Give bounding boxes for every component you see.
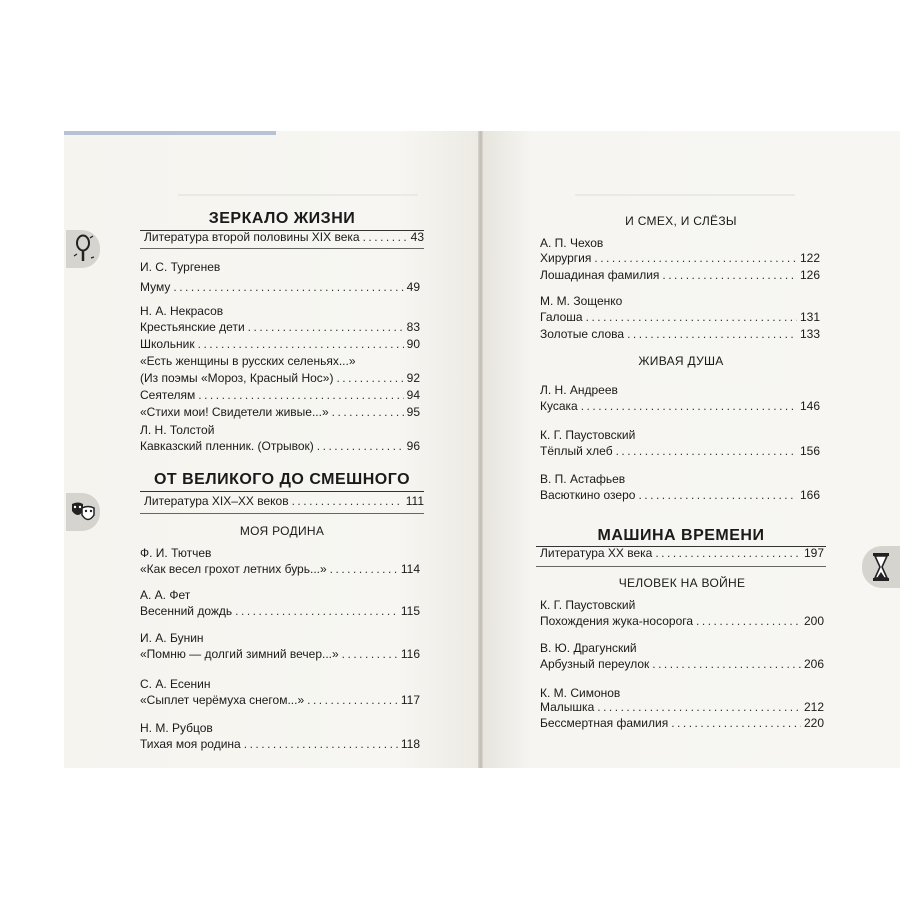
leader-dots (597, 700, 801, 714)
entry-page: 126 (799, 268, 820, 282)
entry-title: Хирургия (540, 251, 592, 265)
entry-title: Похождения жука-носорога (540, 614, 694, 628)
entry-title: Тихая моя родина (140, 737, 241, 751)
entry-page: 114 (400, 562, 420, 576)
entry-page: 122 (799, 251, 820, 265)
section-mirror (140, 210, 424, 228)
author-name: А. А. Фет (140, 588, 191, 602)
leader-dots (235, 604, 398, 618)
entry-page: 156 (799, 444, 820, 458)
mirror-icon (66, 230, 100, 268)
section-intro (540, 546, 824, 562)
entry-page: 111 (405, 494, 424, 508)
entry-page: 117 (400, 693, 420, 707)
entry-page: 146 (799, 399, 820, 413)
entry-page: 115 (400, 604, 420, 618)
author-name: К. Г. Паустовский (540, 428, 636, 442)
subsection (540, 576, 824, 590)
leader-dots (317, 439, 404, 453)
author-block (540, 236, 820, 284)
entry-title: Весенний дождь (140, 604, 233, 618)
leader-dots (307, 693, 398, 707)
bleed-through-mark (575, 172, 795, 196)
entry-page: 200 (803, 614, 824, 628)
toc-entry[interactable] (540, 327, 820, 343)
toc-entry[interactable] (540, 251, 820, 267)
intro-divider (140, 248, 424, 249)
subsection-title: МОЯ РОДИНА (239, 524, 325, 538)
subsection (540, 214, 822, 228)
author-block (140, 546, 420, 578)
author-name: А. П. Чехов (540, 236, 604, 250)
leader-dots (198, 388, 403, 402)
toc-entry[interactable] (540, 488, 820, 504)
author-block (140, 721, 420, 753)
leader-dots (652, 657, 801, 671)
author-name: Н. А. Некрасов (140, 304, 224, 318)
toc-entry[interactable] (140, 354, 420, 370)
entry-title: Золотые слова (540, 327, 625, 341)
entry-title: «Помню — долгий зимний вечер...» (140, 647, 339, 661)
toc-entry[interactable] (540, 716, 824, 732)
entry-title: «Стихи мои! Свидетели живые...» (140, 405, 329, 419)
toc-entry[interactable] (140, 562, 420, 578)
toc-entry[interactable] (140, 647, 420, 663)
leader-dots (696, 614, 801, 628)
entry-title: Муму (140, 280, 171, 294)
author-block (140, 631, 420, 663)
entry-page: 212 (803, 700, 824, 714)
author-name: М. М. Зощенко (540, 294, 623, 308)
author-name: С. А. Есенин (140, 677, 211, 691)
blue-edge-strip (64, 131, 276, 135)
author-name: Н. М. Рубцов (140, 721, 213, 735)
author-block (140, 304, 420, 421)
entry-page: 166 (799, 488, 820, 502)
entry-title: «Есть женщины в русских селеньях...» (140, 354, 356, 368)
entry-page: 90 (406, 337, 420, 351)
leader-dots (198, 337, 404, 351)
author-name: Л. Н. Толстой (140, 423, 215, 437)
toc-entry[interactable] (540, 310, 820, 326)
author-block (540, 383, 820, 415)
leader-dots (173, 280, 403, 294)
toc-entry[interactable] (540, 444, 820, 460)
toc-entry[interactable] (540, 657, 824, 673)
toc-entry[interactable] (140, 405, 420, 421)
entry-title: Арбузный переулок (540, 657, 650, 671)
leader-dots (594, 251, 797, 265)
section-intro (144, 494, 424, 510)
toc-entry[interactable] (540, 700, 824, 716)
entry-title: «Сыплет черёмуха снегом...» (140, 693, 305, 707)
subsection-title: ЖИВАЯ ДУША (638, 354, 724, 368)
author-block (540, 641, 824, 673)
toc-entry[interactable] (540, 399, 820, 415)
entry-title: «Как весел грохот летних бурь...» (140, 562, 327, 576)
leader-dots (586, 310, 797, 324)
subsection (140, 524, 424, 538)
leader-dots (616, 444, 797, 458)
toc-entry[interactable] (144, 230, 424, 246)
author-name: К. М. Симонов (540, 686, 621, 700)
entry-page: 206 (803, 657, 824, 671)
leader-dots (671, 716, 801, 730)
leader-dots (655, 546, 801, 560)
leader-dots (662, 268, 797, 282)
author-block (140, 260, 420, 296)
toc-entry[interactable] (540, 268, 820, 284)
author-block (140, 423, 420, 455)
entry-page: 95 (406, 405, 420, 419)
section-funny (140, 471, 424, 489)
leader-dots (342, 647, 398, 661)
toc-entry[interactable] (144, 494, 424, 510)
entry-title: Лошадиная фамилия (540, 268, 660, 282)
author-name: К. Г. Паустовский (540, 598, 636, 612)
author-block (140, 677, 420, 709)
leader-dots (292, 494, 403, 508)
entry-title: Галоша (540, 310, 583, 324)
bleed-through-mark (178, 172, 418, 196)
author-name: Ф. И. Тютчев (140, 546, 212, 560)
toc-entry[interactable] (140, 337, 420, 353)
entry-title: Кусака (540, 399, 578, 413)
entry-page: 83 (406, 320, 420, 334)
entry-page: 116 (400, 647, 420, 661)
toc-entry[interactable] (140, 320, 420, 336)
leader-dots (248, 320, 404, 334)
author-name: Л. Н. Андреев (540, 383, 618, 397)
author-block (140, 588, 420, 620)
entry-page: 92 (406, 371, 420, 385)
subsection-title: И СМЕХ, И СЛЁЗЫ (625, 214, 737, 228)
entry-title: Васюткино озеро (540, 488, 636, 502)
intro-divider (140, 513, 424, 514)
section-time (536, 527, 826, 545)
entry-page: 94 (406, 388, 420, 402)
entry-page: 220 (803, 716, 824, 730)
author-name: И. С. Тургенев (140, 260, 221, 274)
toc-entry[interactable] (140, 693, 420, 709)
entry-page: 96 (406, 439, 420, 453)
entry-title: (Из поэмы «Мороз, Красный Нос») (140, 371, 334, 385)
entry-title: Тёплый хлеб (540, 444, 613, 458)
entry-title: Литература XX века (540, 546, 653, 560)
theatre-masks-icon (66, 493, 100, 531)
subsection-title: ЧЕЛОВЕК НА ВОЙНЕ (618, 576, 746, 590)
leader-dots (638, 488, 797, 502)
entry-page: 133 (799, 327, 820, 341)
toc-entry[interactable] (140, 737, 420, 753)
entry-title: Бессмертная фамилия (540, 716, 669, 730)
entry-title: Литература второй половины XIX века (144, 230, 360, 244)
toc-entry[interactable] (540, 614, 824, 630)
entry-title: Сеятелям (140, 388, 196, 402)
entry-page: 49 (406, 280, 420, 294)
entry-title: Крестьянские дети (140, 320, 245, 334)
entry-page: 131 (799, 310, 820, 324)
leader-dots (363, 230, 408, 244)
author-name: В. П. Астафьев (540, 472, 626, 486)
toc-entry[interactable] (140, 371, 420, 387)
author-name: В. Ю. Драгунский (540, 641, 637, 655)
author-block (540, 686, 824, 732)
author-block (540, 294, 820, 343)
section-title: ЗЕРКАЛО ЖИЗНИ (208, 210, 356, 227)
subsection (540, 354, 822, 368)
leader-dots (332, 405, 404, 419)
toc-entry[interactable] (540, 546, 824, 562)
section-title: ОТ ВЕЛИКОГО ДО СМЕШНОГО (153, 471, 411, 488)
hourglass-icon (862, 546, 900, 588)
section-title: МАШИНА ВРЕМЕНИ (597, 527, 765, 544)
entry-title: Литература XIX–XX веков (144, 494, 289, 508)
author-block (540, 598, 824, 630)
entry-title: Школьник (140, 337, 195, 351)
entry-page: 118 (400, 737, 420, 751)
author-block (540, 428, 820, 460)
section-divider (140, 491, 424, 492)
toc-entry[interactable] (140, 388, 420, 404)
leader-dots (581, 399, 797, 413)
author-name: И. А. Бунин (140, 631, 204, 645)
entry-title: Кавказский пленник. (Отрывок) (140, 439, 314, 453)
leader-dots (627, 327, 797, 341)
entry-page: 43 (410, 230, 424, 244)
leader-dots (244, 737, 398, 751)
toc-entry[interactable] (140, 280, 420, 296)
toc-entry[interactable] (140, 439, 420, 455)
entry-page: 197 (803, 546, 824, 560)
entry-title: Малышка (540, 700, 595, 714)
author-block (540, 472, 820, 504)
toc-entry[interactable] (140, 604, 420, 620)
book-gutter (478, 131, 483, 768)
leader-dots (336, 371, 403, 385)
section-intro (144, 230, 424, 246)
leader-dots (330, 562, 398, 576)
intro-divider (536, 566, 826, 567)
